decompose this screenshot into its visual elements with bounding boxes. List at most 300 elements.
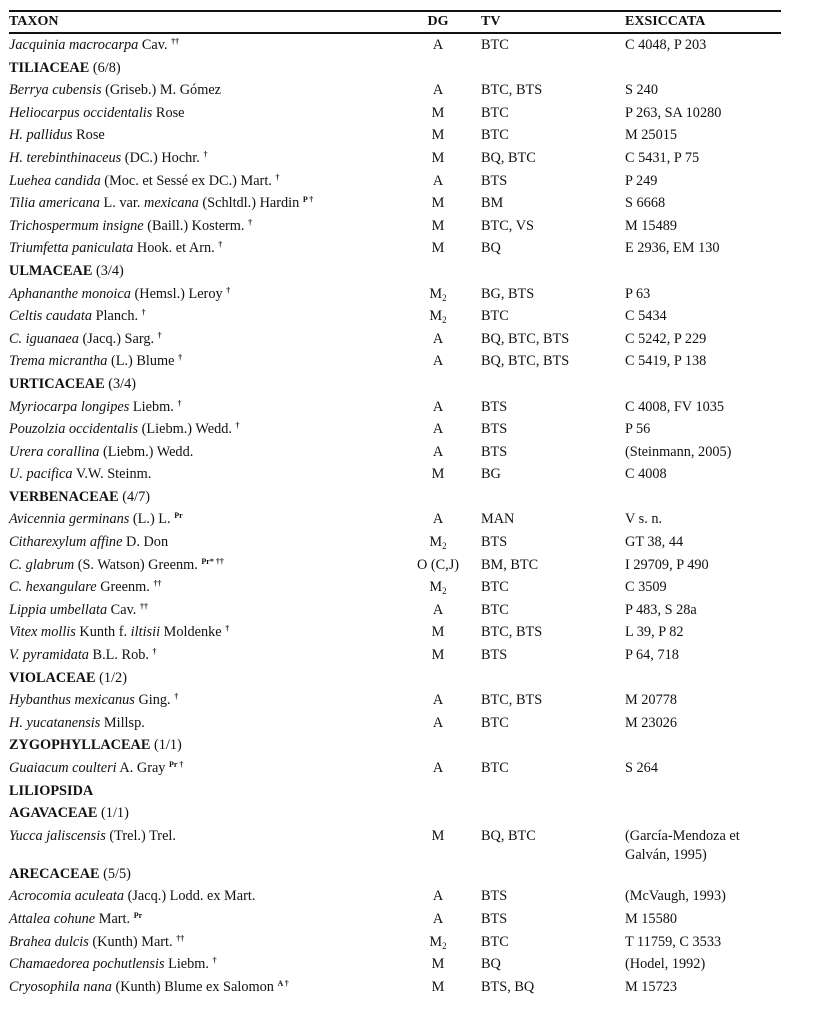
species-name: Cryosophila nana [9,978,112,995]
dg-subscript: 2 [442,940,447,951]
exsiccata-cell: (Steinmann, 2005) [625,443,732,460]
tv-cell: BTS [481,421,508,438]
species-name: Luehea candida [9,172,101,189]
dg-cell [413,644,463,667]
taxon-cell [9,908,142,931]
dg-cell [413,931,463,954]
taxon-cell [9,757,183,780]
table-row [9,328,781,351]
tv-cell: BTS [481,172,508,189]
taxon-cell [9,441,193,464]
table-row [9,283,781,306]
table-row [9,124,781,147]
exsiccata-cell: M 20778 [625,692,678,709]
exsiccata-cell: P 249 [625,172,658,189]
exsiccata-cell: M 15580 [625,910,678,927]
header-exsiccata: EXSICCATA [625,14,706,29]
family-count: (3/4) [92,262,124,279]
status-marker: † [152,647,157,657]
family-row [9,667,781,690]
exsiccata-cell: (Hodel, 1992) [625,956,706,973]
table-row [9,931,781,954]
table-row [9,576,781,599]
dg-value: M [431,956,445,973]
taxon-cell [9,192,313,215]
status-marker: †† [153,579,162,589]
table-row [9,712,781,735]
exsiccata-cell: C 5431, P 75 [625,149,700,166]
author-name: Mart. [95,910,131,927]
family-cell [9,734,182,757]
species-name: Tilia americana [9,195,100,212]
dg-value: M [431,827,445,844]
author-name: (L.) Blume [107,353,175,370]
exsiccata-cell: S 6668 [625,195,666,212]
family-cell [9,863,131,886]
taxon-cell [9,396,181,419]
table-row [9,621,781,644]
species-name: Jacquinia macrocarpa [9,37,139,53]
species-name: Chamaedorea pochutlensis [9,956,165,973]
species-name: Trichospermum insigne [9,217,144,234]
exsiccata-cell: E 2936, EM 130 [625,240,720,257]
dg-cell [413,34,463,57]
exsiccata-cell: P 63 [625,285,651,302]
status-marker: Pr [133,910,143,920]
table-row [9,463,781,486]
dg-cell [413,825,463,848]
family-cell [9,260,124,283]
tv-cell: BTC, BTS [481,624,543,641]
taxon-cell [9,215,252,238]
author-name: Cav. [138,37,168,53]
table-body [9,34,781,998]
family-row [9,57,781,80]
family-row [9,734,781,757]
tv-cell: BTC, BTS [481,82,543,99]
species-name: Berrya cubensis [9,82,102,99]
exsiccata-cell: P 64, 718 [625,647,679,664]
exsiccata-cell: C 5434 [625,308,667,325]
species-name: Hybanthus mexicanus [9,692,135,709]
tv-cell: BTC [481,760,509,776]
taxon-cell [9,576,161,599]
dg-value: A [432,443,444,460]
taxon-cell [9,712,145,735]
dg-value: A [432,421,444,438]
dg-cell [413,953,463,976]
table-row [9,396,781,419]
exsiccata-cell: S 264 [625,760,658,776]
status-marker: † [218,240,223,250]
tv-cell: BG, BTS [481,285,535,302]
table-row [9,237,781,260]
tv-cell: BTC, VS [481,217,534,234]
table-row [9,34,781,57]
author-name: (Jacq.) Sarg. [78,330,155,347]
author-name: Hook. et Arn. [133,240,215,257]
tv-cell: BQ, BTC, BTS [481,353,570,370]
tv-cell: BQ [481,240,501,257]
dg-cell [413,147,463,170]
family-count: (3/4) [104,375,136,392]
table-row [9,79,781,102]
species-name: Pouzolzia occidentalis [9,421,139,438]
exsiccata-cell: M 15489 [625,217,678,234]
dg-cell [413,418,463,441]
dg-cell [413,441,463,464]
tv-cell: BTC [481,127,509,144]
infraspecific-name: iltisii [130,624,161,641]
dg-value: M [431,978,445,995]
dg-subscript: 2 [442,315,447,326]
dg-cell [413,576,463,599]
family-name: URTICACEAE [9,375,105,392]
dg-cell [413,237,463,260]
table-row [9,599,781,622]
taxon-cell [9,825,176,848]
taxon-cell [9,644,157,667]
tv-cell: BTS [481,443,508,460]
status-marker: †† [176,933,185,943]
exsiccata-cell: I 29709, P 490 [625,556,709,573]
taxon-cell [9,79,221,102]
dg-value: A [432,888,444,905]
tv-cell: BTS, BQ [481,978,535,995]
family-name: VIOLACEAE [9,669,96,686]
taxon-cell [9,531,168,554]
taxon-cell [9,283,230,306]
dg-cell [413,976,463,999]
exsiccata-cell: T 11759, C 3533 [625,933,722,950]
taxon-cell [9,34,179,57]
species-name: Yucca jaliscensis [9,827,106,844]
tv-cell: BTS [481,534,508,551]
author-name: Cav. [107,601,137,618]
exsiccata-cell: P 483, S 28a [625,601,697,618]
table-row [9,644,781,667]
author-name: (S. Watson) Greenm. [74,556,198,573]
species-name: Attalea cohune [9,910,96,927]
author-name: (Griseb.) M. Gómez [101,82,222,99]
exsiccata-cell: C 4008, FV 1035 [625,398,725,415]
status-marker: † [141,308,146,318]
dg-value: A [432,910,444,927]
class-name: LILIOPSIDA [9,782,94,799]
family-cell [9,667,127,690]
tv-cell: BTC [481,37,509,53]
dg-cell [413,305,463,328]
exsiccata-cell: GT 38, 44 [625,534,684,551]
table-row [9,976,781,999]
taxon-cell [9,689,178,712]
table-header-row [9,12,781,32]
taxon-cell [9,976,289,999]
dg-value: M [429,579,443,596]
family-count: (6/8) [89,59,121,76]
family-row [9,486,781,509]
dg-value: A [432,353,444,370]
tv-cell: BTC [481,714,509,731]
taxon-cell [9,418,240,441]
status-marker: † [157,330,162,340]
table-row [9,689,781,712]
species-name: Acrocomia aculeata [9,888,125,905]
status-marker: Pr* †† [201,556,224,566]
status-marker: †† [139,601,148,611]
tv-cell: BTC, BTS [481,692,543,709]
exsiccata-cell: M 23026 [625,714,678,731]
table-row [9,147,781,170]
dg-value: M [431,217,445,234]
table-row [9,953,781,976]
family-row [9,260,781,283]
dg-value: M [431,624,445,641]
header-tv: TV [481,14,501,29]
author-name: Rose [72,127,105,144]
tv-cell: BG [481,466,501,483]
author-name: Planch. [92,308,139,325]
table-row [9,441,781,464]
dg-value: A [432,172,444,189]
family-name: AGAVACEAE [9,805,98,822]
dg-value: A [432,714,444,731]
exsiccata-cell: M 25015 [625,127,678,144]
family-row [9,802,781,825]
table-row [9,757,781,780]
table-row [9,885,781,908]
dg-value: M [429,534,443,551]
species-name: Vitex mollis [9,624,76,641]
exsiccata-cell: C 4048, P 203 [625,37,707,53]
status-marker: † [212,956,217,966]
family-name: ARECACEAE [9,865,100,882]
tv-cell: BQ [481,956,501,973]
author-name: A. Gray [116,760,166,776]
tv-cell: BTS [481,647,508,664]
author-name: Ging. [134,692,171,709]
species-name: Citharexylum affine [9,534,123,551]
dg-cell [413,508,463,531]
family-count: (5/5) [99,865,131,882]
author-name: (Kunth) Blume ex Salomon [111,978,274,995]
table-row [9,531,781,554]
species-name: Lippia umbellata [9,601,108,618]
table-row [9,418,781,441]
dg-cell [413,192,463,215]
family-name: VERBENACEAE [9,488,119,505]
dg-value: A [432,511,444,528]
dg-subscript: 2 [442,292,447,303]
species-name: Myriocarpa longipes [9,398,130,415]
status-marker: † [226,285,231,295]
exsiccata-cell: P 56 [625,421,651,438]
status-marker: † [225,624,230,634]
taxon-cell [9,237,222,260]
dg-cell [413,885,463,908]
author-name: (Jacq.) Lodd. ex Mart. [124,888,256,905]
species-name: V. pyramidata [9,647,89,664]
dg-value: M [429,933,443,950]
taxon-cell [9,599,148,622]
dg-value: M [431,104,445,121]
species-name: Trema micrantha [9,353,108,370]
table-row [9,554,781,577]
dg-cell [413,712,463,735]
species-name: C. glabrum [9,556,75,573]
species-name: Urera corallina [9,443,100,460]
exsiccata-cell: C 5419, P 138 [625,353,707,370]
dg-cell [413,396,463,419]
author-name: (Moc. et Sessé ex DC.) Mart. [100,172,272,189]
dg-cell [413,757,463,780]
tv-cell: BTC [481,104,509,121]
tv-cell: BQ, BTC, BTS [481,330,570,347]
exsiccata-cell: L 39, P 82 [625,624,684,641]
dg-cell [413,621,463,644]
species-name: H. terebinthinaceus [9,149,122,166]
family-row [9,863,781,886]
family-cell [9,57,121,80]
exsiccata-cell: (García-Mendoza et Galván, 1995) [625,827,740,863]
dg-cell [413,908,463,931]
table-row [9,102,781,125]
dg-value: M [431,240,445,257]
table-row [9,192,781,215]
status-marker: † [177,398,182,408]
taxon-cell [9,102,185,125]
taxon-cell [9,621,229,644]
dg-cell [413,689,463,712]
exsiccata-cell: M 15723 [625,978,678,995]
dg-cell [413,554,463,577]
tv-cell: BTC [481,308,509,325]
author-name: V.W. Steinm. [72,466,152,483]
dg-value: A [432,330,444,347]
header-taxon: TAXON [9,14,59,29]
taxon-cell [9,124,105,147]
species-name: Avicennia germinans [9,511,130,528]
author-name: (L.) L. [129,511,171,528]
species-name: Brahea dulcis [9,933,89,950]
dg-value: A [432,37,444,53]
exsiccata-cell: C 4008 [625,466,667,483]
table-row [9,825,781,863]
dg-value: A [432,82,444,99]
family-cell [9,802,129,825]
species-name: Aphananthe monoica [9,285,131,302]
species-name: H. pallidus [9,127,73,144]
class-row [9,780,781,803]
tv-cell: BTC [481,579,509,596]
dg-value: A [432,601,444,618]
family-cell [9,486,150,509]
family-count: (1/1) [97,805,129,822]
exsiccata-cell: P 263, SA 10280 [625,104,722,121]
dg-value: A [432,760,444,776]
status-marker: † [275,172,280,182]
tv-cell: BTS [481,398,508,415]
status-marker: A † [277,978,289,988]
dg-value: A [432,692,444,709]
tv-cell: BM [481,195,504,212]
dg-cell [413,170,463,193]
dg-value: M [429,285,443,302]
table-row [9,215,781,238]
status-marker: †† [171,37,180,46]
author-name: (Kunth) Mart. [88,933,173,950]
dg-cell [413,124,463,147]
author-name: (Trel.) Trel. [105,827,176,844]
infraspecific-name: mexicana [144,195,199,212]
tv-cell: BTC [481,933,509,950]
dg-cell [413,328,463,351]
author-name: Rose [152,104,185,121]
author-name: (Baill.) Kosterm. [143,217,245,234]
dg-cell [413,79,463,102]
author-name: (Liebm.) Wedd. [138,421,232,438]
exsiccata-cell: (McVaugh, 1993) [625,888,726,905]
exsiccata-cell: S 240 [625,82,658,99]
family-count: (1/2) [95,669,127,686]
author-name: Millsp. [100,714,145,731]
dg-cell [413,350,463,373]
dg-cell [413,531,463,554]
taxon-cell [9,350,182,373]
species-name: Heliocarpus occidentalis [9,104,153,121]
table-row [9,508,781,531]
dg-cell [413,215,463,238]
status-marker: † [174,692,179,702]
exsiccata-cell: V s. n. [625,511,663,528]
author-name: D. Don [122,534,169,551]
taxon-cell [9,147,207,170]
dg-subscript: 2 [442,586,447,597]
tv-cell: BTC [481,601,509,618]
family-cell [9,373,136,396]
species-name: C. hexangulare [9,579,97,596]
author-name: Liebm. [129,398,174,415]
taxon-cell [9,931,184,954]
tv-cell: BTS [481,888,508,905]
taxon-table [9,10,781,998]
taxon-cell [9,885,255,908]
author-name: B.L. Rob. [88,647,149,664]
dg-value: M [431,195,445,212]
dg-cell [413,463,463,486]
dg-value: M [431,149,445,166]
family-count: (4/7) [118,488,151,505]
tv-cell: BQ, BTC [481,827,536,844]
taxon-cell [9,170,279,193]
family-row [9,373,781,396]
author-name: (DC.) Hochr. [121,149,200,166]
family-count: (1/1) [150,737,182,754]
table-row [9,908,781,931]
author-name: (Hemsl.) Leroy [130,285,223,302]
exsiccata-cell: C 3509 [625,579,667,596]
dg-value: M [429,308,443,325]
tv-cell: BQ, BTC [481,149,536,166]
taxon-cell [9,305,146,328]
header-dg: DG [427,14,449,29]
species-name: U. pacifica [9,466,73,483]
status-marker: P † [302,195,314,205]
tv-cell: BTS [481,910,508,927]
status-marker: Pr † [169,760,184,769]
taxon-cell [9,508,183,531]
family-cell [9,780,93,803]
